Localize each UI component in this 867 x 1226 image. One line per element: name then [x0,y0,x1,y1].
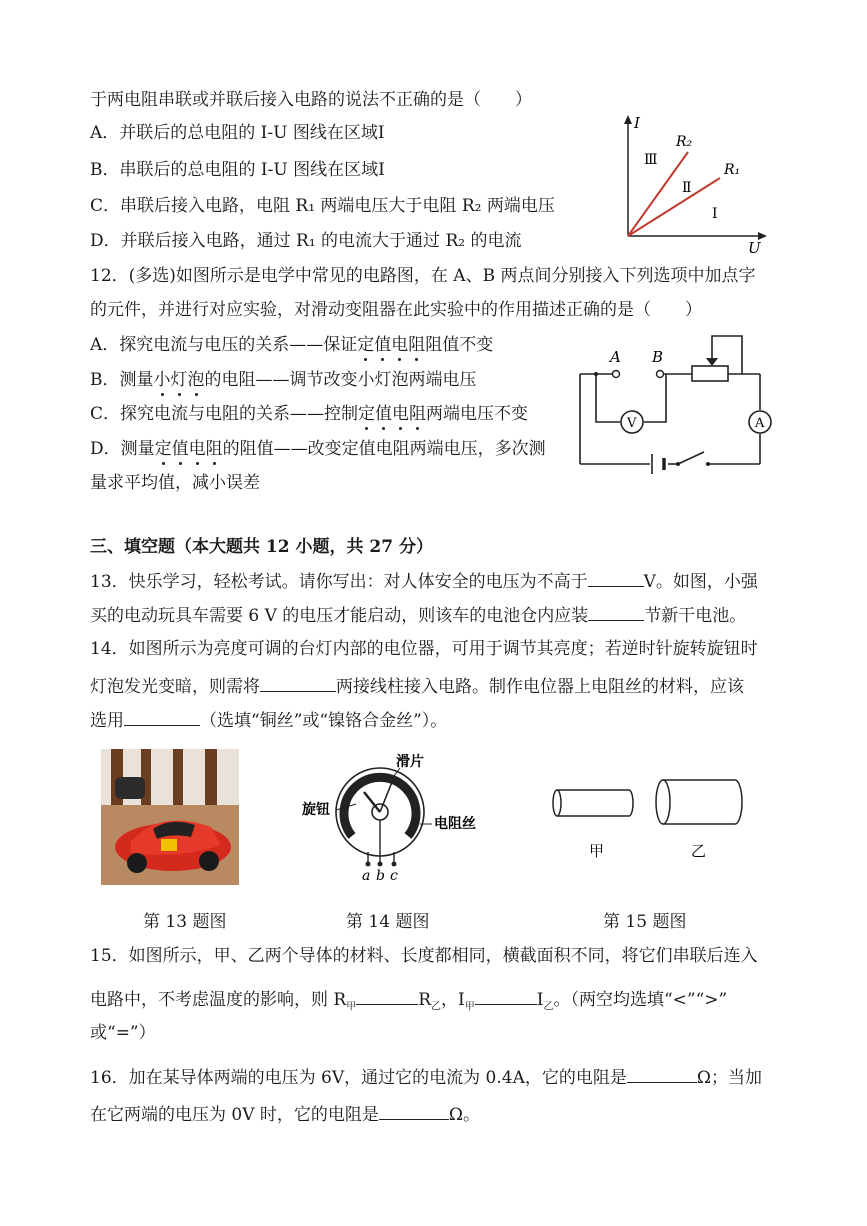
q16-line2: 在它两端的电压为 0V 时，它的电阻是 Ω。 [90,1101,480,1127]
q11-option-b: B．串联后的总电阻的 I-U 图线在区域Ⅰ [90,160,385,180]
conductor-yi-label: 乙 [691,842,707,860]
circuit-diagram [572,330,782,475]
figure-14-caption: 第 14 题图 [346,912,430,932]
potentiometer-diagram [296,752,496,884]
region-2-label: Ⅱ [682,180,692,196]
terminal-c-label: c [390,868,398,884]
r2-line [628,152,688,236]
q12-option-a: A．探究电流与电压的关系——保证定值电阻阻值不变 [90,335,494,355]
q12-option-d: D．测量定值电阻的阻值——改变定值电阻两端电压，多次测 [90,439,546,459]
dotted-text: 小灯泡 [153,370,205,390]
voltmeter-label: V [627,416,637,431]
q13-line2: 买的电动玩具车需要 6 V 的电压才能启动，则该车的电池仓内应装 节新干电池。 [90,602,746,628]
answer-blank[interactable] [260,673,336,692]
ammeter-label: A [755,416,765,431]
q14-line2: 灯泡发光变暗，则需将 两接线柱接入电路。制作电位器上电阻丝的材料，应该 [90,673,744,699]
q14-line3: 选用 （选填“铜丝”或“镍铬合金丝”）。 [90,707,447,733]
toy-car-photo [101,749,239,885]
q14-line1: 14．如图所示为亮度可调的台灯内部的电位器，可用于调节其亮度；若逆时针旋转旋钮时 [90,639,758,659]
answer-blank[interactable] [627,1064,697,1083]
section-title: 三、填空题（本大题共 12 小题，共 27 分） [90,537,433,557]
q16-line1: 16．加在某导体两端的电压为 6V，通过它的电流为 0.4A，它的电阻是 Ω；当加 [90,1064,762,1090]
conductors-diagram [545,772,750,862]
answer-blank[interactable] [475,986,537,1005]
dotted-text: 定值电阻 [357,335,426,355]
answer-blank[interactable] [356,986,418,1005]
point-b-label: B [652,348,664,366]
q12-option-b: B．测量小灯泡的电阻——调节改变小灯泡两端电压 [90,370,477,390]
answer-blank[interactable] [588,568,644,587]
q12-option-d-line2: 量求平均值，减小误差 [90,473,260,493]
i-axis-label: I [634,114,640,132]
knob-label: 旋钮 [302,802,330,818]
answer-blank[interactable] [588,602,644,621]
q11-option-d: D．并联后接入电路，通过 R₁ 的电流大于通过 R₂ 的电流 [90,231,522,251]
region-1-label: Ⅰ [712,206,718,222]
q15-line3: 或“=”） [90,1023,156,1043]
wire-label: 电阻丝 [434,816,476,832]
r2-label: R₂ [676,134,693,150]
q15-line1: 15．如图所示，甲、乙两个导体的材料、长度都相同，横截面积不同，将它们串联后连入 [90,946,758,966]
dotted-text: 定值电阻 [154,439,223,459]
r1-label: R₁ [724,162,741,178]
q12-stem-line2: 的元件，并进行对应实验，对滑动变阻器在此实验中的作用描述正确的是（ ） [90,300,702,320]
point-a-label: A [610,348,621,366]
q12-stem-line1: 12．(多选)如图所示是电学中常见的电路图，在 A、B 两点间分别接入下列选项中加点字 [90,266,756,286]
conductor-jia-label: 甲 [589,842,605,860]
q12-option-c: C．探究电流与电阻的关系——控制定值电阻两端电压不变 [90,404,529,424]
dotted-text: 定值电阻 [358,404,427,424]
region-3-label: Ⅲ [644,152,658,168]
q15-line2: 电路中，不考虑温度的影响，则 $R_甲$ $R_乙$，$I_甲$ $I_乙$。（两空均选填“<”“>” [90,986,727,1019]
q13-line1: 13．快乐学习，轻松考试。请你写出：对人体安全的电压为不高于 V。如图，小强 [90,568,758,594]
r1-line [628,178,720,236]
figure-15-caption: 第 15 题图 [603,912,687,932]
iu-graph [600,112,770,257]
terminal-b-label: b [376,868,385,884]
q11-option-c: C．串联后接入电路，电阻 R₁ 两端电压大于电阻 R₂ 两端电压 [90,196,555,216]
answer-blank[interactable] [124,707,200,726]
q11-option-a: A．并联后的总电阻的 I-U 图线在区域Ⅰ [90,123,385,143]
slider-label: 滑片 [396,754,424,770]
answer-blank[interactable] [379,1101,449,1120]
terminal-a-label: a [362,868,371,884]
q11-stem: 于两电阻串联或并联后接入电路的说法不正确的是（ ） [90,90,532,110]
figure-13-caption: 第 13 题图 [143,912,227,932]
u-axis-label: U [748,239,761,257]
